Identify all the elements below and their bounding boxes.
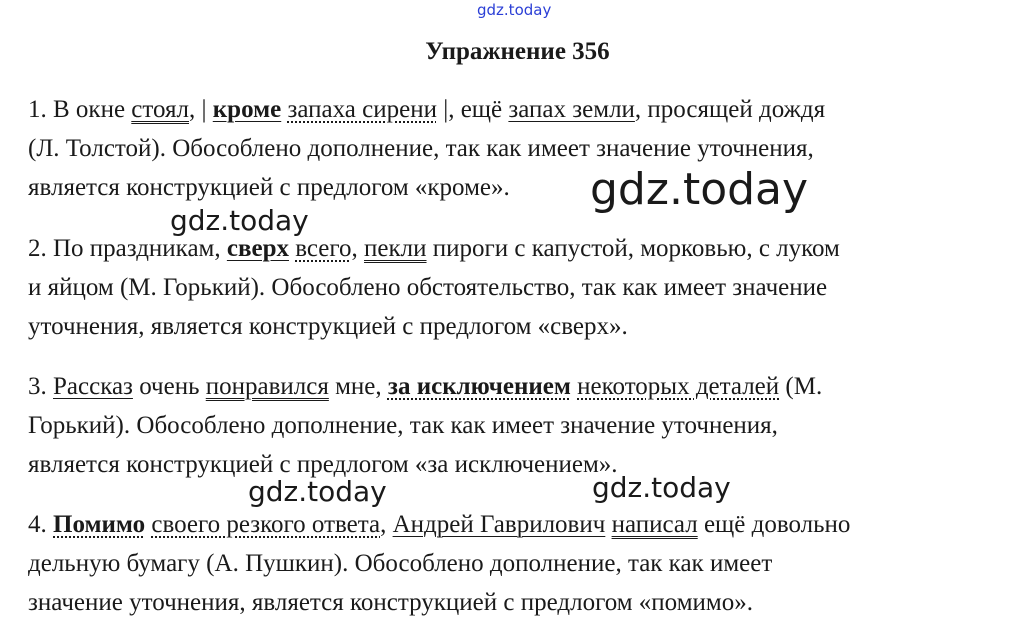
paragraph-4 [28, 505, 1003, 622]
text-segment: , [351, 235, 365, 262]
paragraph-4-line-2: дельную бумагу (А. Пушкин). Обособлено дополнение, так как имеет [28, 550, 773, 577]
predicate-word: стоял [131, 96, 189, 123]
text-segment: 3. [28, 373, 53, 400]
paragraph-1 [28, 90, 1003, 207]
watermark-3: gdz.today [592, 471, 731, 504]
paragraph-3-line-2: Горький). Обособлено дополнение, так как имеет значение уточнения, [28, 412, 778, 439]
watermark-large: gdz.today [590, 164, 809, 215]
subject-word: Рассказ [53, 373, 133, 400]
text-segment: , просящей дождя [634, 96, 826, 123]
adverbial-word: всего [295, 235, 352, 262]
predicate-word: понравился [205, 373, 329, 400]
text-segment: 4. [28, 511, 53, 538]
text-segment: мне, [328, 373, 388, 400]
subject-phrase: запах земли [508, 96, 635, 123]
text-segment: , [380, 511, 393, 538]
paragraph-2 [28, 229, 1003, 346]
text-segment: пироги с капустой, морковью, с луком [426, 235, 840, 262]
preposition-phrase: за исключением [387, 373, 571, 400]
watermark-2: gdz.today [248, 475, 387, 508]
watermark-1: gdz.today [170, 204, 309, 237]
object-phrase: своего резкого ответа [151, 511, 381, 538]
paragraph-2-line-2: и яйцом (М. Горький). Обособлено обстоятельство, так как имеет значение [28, 274, 828, 301]
text-segment: 1. В окне [28, 96, 132, 123]
preposition-word: сверх [226, 235, 289, 262]
text-segment: 2. По праздникам, [28, 235, 227, 262]
object-phrase: запаха сирени [287, 96, 437, 123]
predicate-word: пекли [364, 235, 427, 262]
text-segment: (М. [779, 373, 823, 400]
paragraph-3-line-1 [28, 367, 1003, 406]
paragraph-1-line-1 [28, 90, 1003, 129]
paragraph-4-line-3: значение уточнения, является конструкцией с предлогом «помимо». [28, 589, 753, 616]
paragraph-4-line-1 [28, 505, 1003, 544]
subject-phrase: Андрей Гаврилович [392, 511, 606, 538]
paragraph-1-line-3: является конструкцией с предлогом «кроме». [28, 174, 510, 201]
text-segment: |, ещё [436, 96, 509, 123]
paragraph-2-line-3: уточнения, является конструкцией с предлогом «сверх». [28, 313, 628, 340]
text-segment: , | [189, 96, 213, 123]
preposition-word: Помимо [53, 511, 146, 538]
predicate-word: написал [611, 511, 698, 538]
page-title: Упражнение 356 [425, 38, 610, 65]
paragraph-1-line-2: (Л. Толстой). Обособлено дополнение, так как имеет значение уточнения, [28, 135, 814, 162]
paragraph-3 [28, 367, 1003, 484]
text-segment: очень [132, 373, 206, 400]
watermark-top: gdz.today [477, 1, 552, 19]
paragraph-3-line-3: является конструкцией с предлогом «за исключением». [28, 451, 618, 478]
text-segment: ещё довольно [697, 511, 851, 538]
object-phrase: некоторых деталей [577, 373, 780, 400]
preposition-word: кроме [212, 96, 282, 123]
